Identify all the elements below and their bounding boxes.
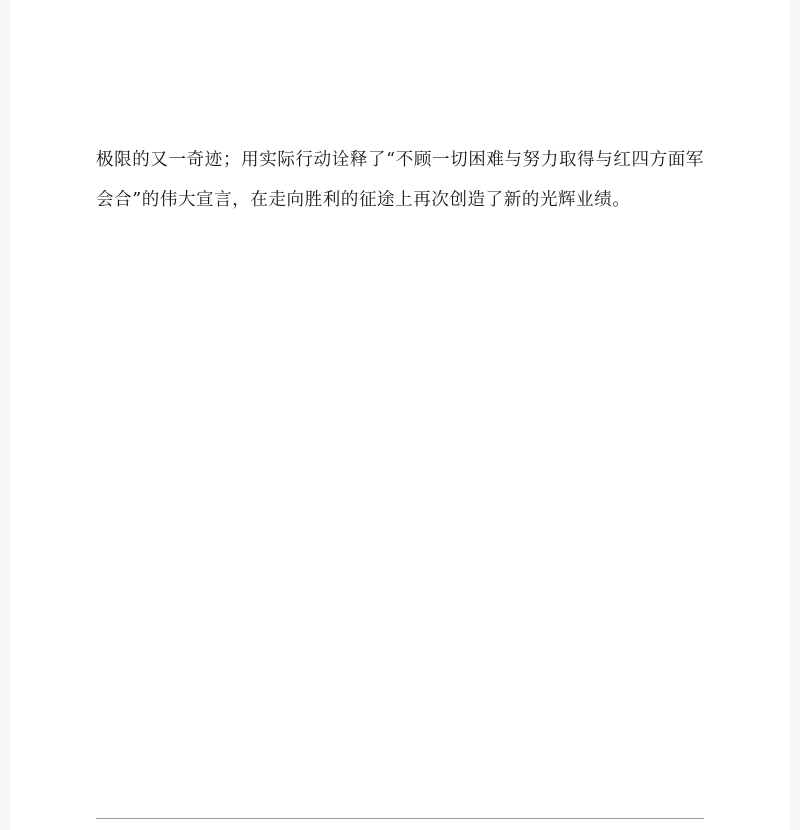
body-paragraph: 极限的又一奇迹；用实际行动诠释了“不顾一切困难与努力取得与红四方面军会合”的伟大宣言，在走向胜利的征途上再次创造了新的光辉业绩。 [96, 150, 704, 210]
page-edge-left [0, 0, 10, 830]
page-edge-right [790, 0, 800, 830]
footer-separator-rule [96, 818, 704, 819]
page-content [96, 140, 704, 220]
